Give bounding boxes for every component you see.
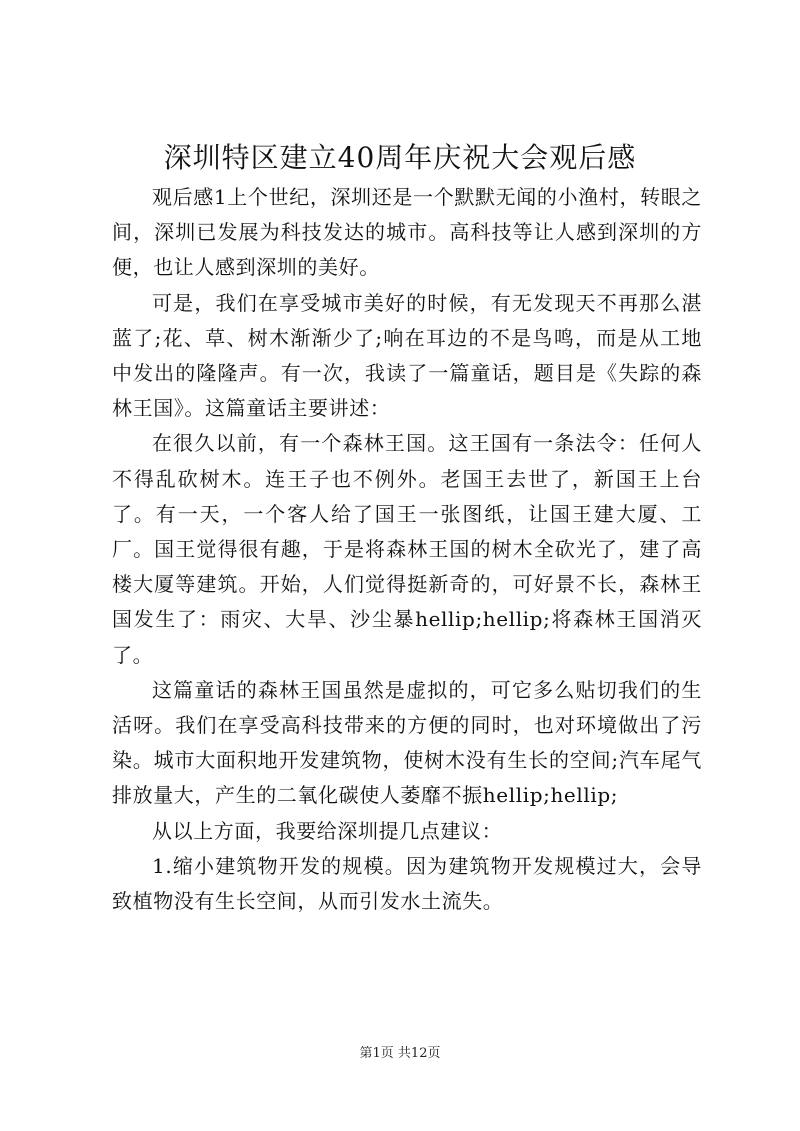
page-number-footer: 第1页 共12页 xyxy=(359,1046,441,1061)
paragraph: 在很久以前，有一个森林王国。这王国有一条法令：任何人不得乱砍树木。连王子也不例外。老国王去世了，新国王上台了。有一天，一个客人给了国王一张图纸，让国王建大厦、工厂。国王觉得很有趣，于是将森林王国的树木全砍光了，建了高楼大厦等建筑。开始，人们觉得挺新奇的，可好景不长，森林王国发生了：雨灾、大旱、沙尘暴hellip;hellip;将森林王国消灭了。 xyxy=(112,431,702,667)
paragraph: 观后感1上个世纪，深圳还是一个默默无闻的小渔村，转眼之间，深圳已发展为科技发达的城市。高科技等让人感到深圳的方便，也让人感到深圳的美好。 xyxy=(112,185,702,280)
paragraph: 可是，我们在享受城市美好的时候，有无发现天不再那么湛蓝了;花、草、树木渐渐少了;响在耳边的不是鸟鸣，而是从工地中发出的隆隆声。有一次，我读了一篇童话，题目是《失踪的森林王国》。这篇童话主要讲述： xyxy=(112,290,702,421)
page-title: 深圳特区建立40周年庆祝大会观后感 xyxy=(163,141,637,174)
paragraph: 1.缩小建筑物开发的规模。因为建筑物开发规模过大，会导致植物没有生长空间，从而引发水土流失。 xyxy=(112,853,702,914)
document-body xyxy=(112,180,702,919)
paragraph: 这篇童话的森林王国虽然是虚拟的，可它多么贴切我们的生活呀。我们在享受高科技带来的方便的同时，也对环境做出了污染。城市大面积地开发建筑物，使树木没有生长的空间;汽车尾气排放量大，产生的二氧化碳使人萎靡不振hellip;hellip; xyxy=(112,677,702,808)
paragraph: 从以上方面，我要给深圳提几点建议： xyxy=(152,818,503,843)
